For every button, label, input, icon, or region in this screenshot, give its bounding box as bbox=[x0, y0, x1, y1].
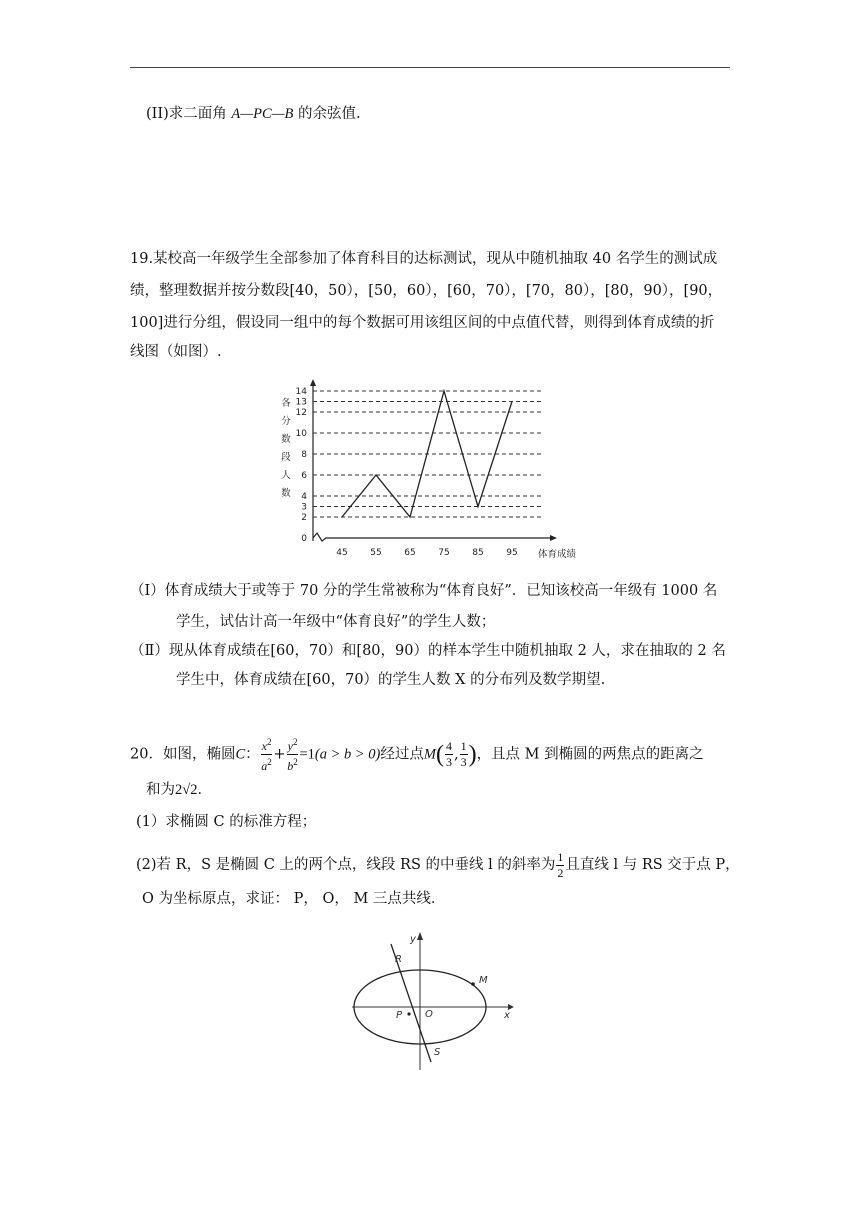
x-tick-label: 75 bbox=[438, 548, 450, 558]
q19-sub2-line-2: 学生中，体育成绩在[60，70）的学生人数 X 的分布列及数学期望. bbox=[176, 672, 606, 688]
label-m: M bbox=[479, 975, 488, 986]
y-tick-label: 0 bbox=[301, 534, 307, 544]
y-axis-label-char: 数 bbox=[281, 488, 291, 499]
label-s: S bbox=[434, 1047, 441, 1058]
chart-yticks bbox=[296, 387, 308, 544]
y-tick-label: 6 bbox=[301, 471, 307, 481]
y-axis-label-char: 数 bbox=[281, 434, 291, 445]
y-tick-label: 2 bbox=[301, 513, 307, 523]
x-tick-label: 85 bbox=[472, 548, 484, 558]
y-tick-label: 10 bbox=[295, 429, 307, 439]
y-axis-label-char: 分 bbox=[281, 416, 291, 427]
q20-line-2: 和为2√2． bbox=[146, 782, 212, 798]
q19-sub1-line-1: （Ⅰ）体育成绩大于或等于 70 分的学生常被称为“体育良好”．已知该校高一年级有 1000 名 bbox=[130, 583, 718, 599]
y-tick-label: 4 bbox=[301, 492, 307, 502]
q19-line-3: 100]进行分组，假设同一组中的每个数据可用该组区间的中点值代替，则得到体育成绩的折 bbox=[130, 315, 715, 331]
fraction-x2-a2: $\frac{x^2}{a^2}$ bbox=[261, 737, 272, 773]
y-tick-label: 12 bbox=[295, 408, 307, 418]
label-p: P bbox=[396, 1010, 403, 1021]
q20-part2-line-1: (2)若 R，S 是椭圆 C 上的两个点，线段 RS 的中垂线 l 的斜率为 $\frac{1}{2}$ 且直线 l 与 RS 交于点 P， bbox=[136, 849, 740, 880]
chart-xticks bbox=[336, 548, 517, 558]
chart-ylabel bbox=[281, 397, 291, 499]
data-series-line bbox=[342, 391, 512, 517]
header-rule bbox=[130, 67, 730, 68]
fraction-1-2: $\frac{1}{2}$ bbox=[557, 849, 564, 880]
x-tick-label: 65 bbox=[404, 548, 416, 558]
x-tick-label: 55 bbox=[370, 548, 382, 558]
q19-line-1: 19.某校高一年级学生全部参加了体育科目的达标测试，现从中随机抽取 40 名学生的测试成 bbox=[130, 251, 718, 267]
q18-part2: (II)求二面角 A—PC—B 的余弦值. bbox=[146, 106, 361, 122]
x-axis-label: 体育成绩 bbox=[538, 549, 577, 560]
label-o: O bbox=[425, 1009, 433, 1020]
x-tick-label: 95 bbox=[506, 548, 518, 558]
x-axis-arrow bbox=[550, 535, 557, 541]
q20-line-1: 20．如图，椭圆C： $\frac{x^2}{a^2}$ + $\frac{y^2}{b^2}$ =1(a > b > 0)经过点M( $\frac{4}{3}$ , $\frac{1}{3}$ )，且点 M 到椭圆的两焦点的距离之 bbox=[130, 737, 704, 773]
y-tick-label: 8 bbox=[301, 450, 307, 460]
q19-line-2: 绩，整理数据并按分数段[40，50），[50，60），[60，70），[70，80），[80，90），[90， bbox=[130, 283, 723, 299]
point-m bbox=[471, 982, 475, 986]
score-line-chart bbox=[270, 378, 590, 568]
q20-part2-line-2: O 为坐标原点，求证： P， O， M 三点共线． bbox=[142, 891, 446, 907]
y-tick-label: 13 bbox=[295, 397, 307, 408]
point-p bbox=[407, 1012, 410, 1015]
x-tick-label: 45 bbox=[336, 548, 348, 558]
q20-part1: (1）求椭圆 C 的标准方程； bbox=[136, 814, 317, 830]
label-y: y bbox=[410, 934, 416, 945]
y-axis-label-char: 段 bbox=[281, 452, 291, 463]
y-axis-arrow bbox=[417, 932, 423, 940]
q19-sub2-line-1: （Ⅱ）现从体育成绩在[60，70）和[80，90）的样本学生中随机抽取 2 人，求在抽取的 2 名 bbox=[130, 643, 726, 659]
fraction-4-3: $\frac{4}{3}$ bbox=[445, 739, 452, 769]
y-axis-arrow bbox=[310, 379, 316, 386]
y-tick-label: 14 bbox=[295, 387, 307, 397]
x-axis-line bbox=[313, 533, 550, 541]
q19-sub1-line-2: 学生，试估计高一年级中“体育良好”的学生人数； bbox=[176, 614, 496, 630]
y-axis-label-char: 各 bbox=[281, 398, 291, 409]
y-tick-label: 3 bbox=[301, 502, 307, 513]
fraction-y2-b2: $\frac{y^2}{b^2}$ bbox=[287, 737, 298, 773]
label-r: R bbox=[395, 954, 402, 965]
q19-line-4: 线图（如图）. bbox=[130, 344, 222, 360]
fraction-1-3: $\frac{1}{3}$ bbox=[460, 739, 467, 769]
y-axis-label-char: 人 bbox=[281, 470, 291, 481]
ellipse-figure bbox=[338, 922, 524, 1074]
label-x: x bbox=[504, 1010, 510, 1021]
